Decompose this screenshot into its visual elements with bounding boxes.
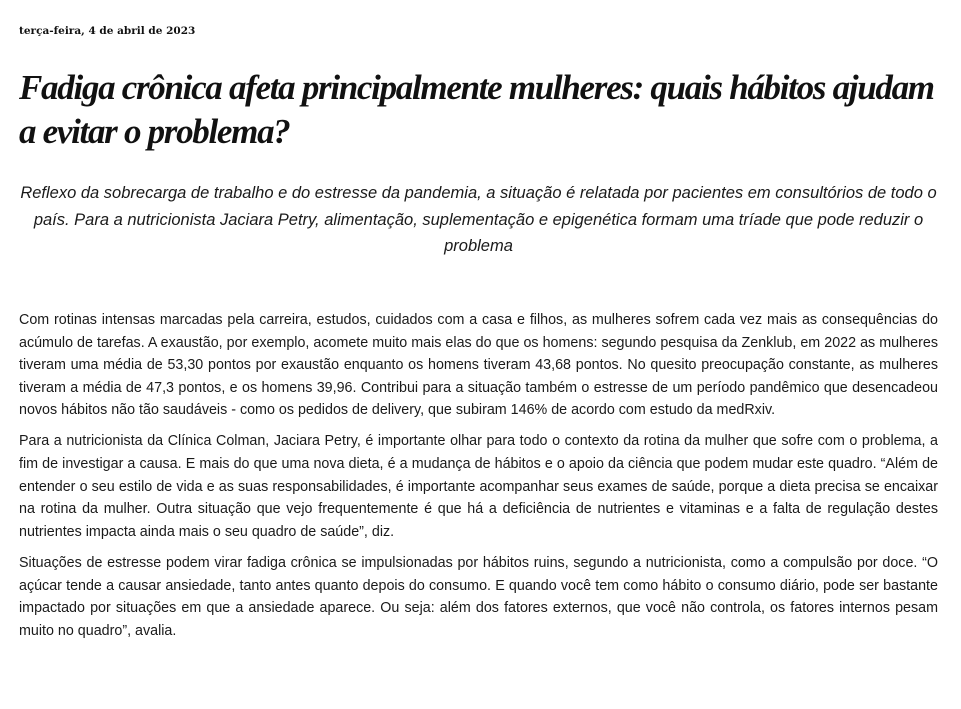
article-subtitle: Reflexo da sobrecarga de trabalho e do estresse da pandemia, a situação é relatada por pacientes em consultórios de todo o país. Para a nutricionista Jaciara Petry, alimentação, suplementação e epigenética formam uma tríade que pode reduzir o problema xyxy=(20,184,937,255)
article-body xyxy=(19,309,938,651)
body-paragraph: Situações de estresse podem virar fadiga crônica se impulsionadas por hábitos ruins, segundo a nutricionista, como a compulsão por doce. “O açúcar tende a causar ansiedade, tanto antes quanto depois do consumo. E quando você tem como hábito o consumo diário, pode ser bastante impactado por situações em que a ansiedade aparece. Ou seja: além dos fatores externos, que você não controla, os fatores internos pesam muito no quadro”, avalia. xyxy=(19,554,938,639)
article-headline: Fadiga crônica afeta principalmente mulheres: quais hábitos ajudam a evitar o problema? xyxy=(19,68,934,151)
body-paragraph: Com rotinas intensas marcadas pela carreira, estudos, cuidados com a casa e filhos, as mulheres sofrem cada vez mais as consequências do acúmulo de tarefas. A exaustão, por exemplo, acomete muito mais elas do que os homens: segundo pesquisa da Zenklub, em 2022 as mulheres tiveram uma média de 53,30 pontos por exaustão enquanto os homens tiveram 43,68 pontos. No quesito preocupação constante, as mulheres tiveram a média de 47,3 pontos, e os homens 39,96. Contribui para a situação também o estresse de um período pandêmico que desencadeou novos hábitos não tão saudáveis - como os pedidos de delivery, que subiram 146% de acordo com estudo da medRxiv. xyxy=(19,312,938,419)
article-date: terça-feira, 4 de abril de 2023 xyxy=(19,25,196,37)
body-paragraph: Para a nutricionista da Clínica Colman, Jaciara Petry, é importante olhar para todo o contexto da rotina da mulher que sofre com o problema, a fim de investigar a causa. E mais do que uma nova dieta, é a mudança de hábitos e o apoio da ciência que podem mudar este quadro. “Além de entender o seu estilo de vida e as suas responsabilidades, é importante acompanhar seus exames de saúde, porque a dieta precisa se encaixar na rotina da mulher. Outra situação que vejo frequentemente é que há a deficiência de nutrientes e vitaminas e a falta de regulação destes nutrientes impacta ainda mais o seu quadro de saúde”, diz. xyxy=(19,433,938,540)
